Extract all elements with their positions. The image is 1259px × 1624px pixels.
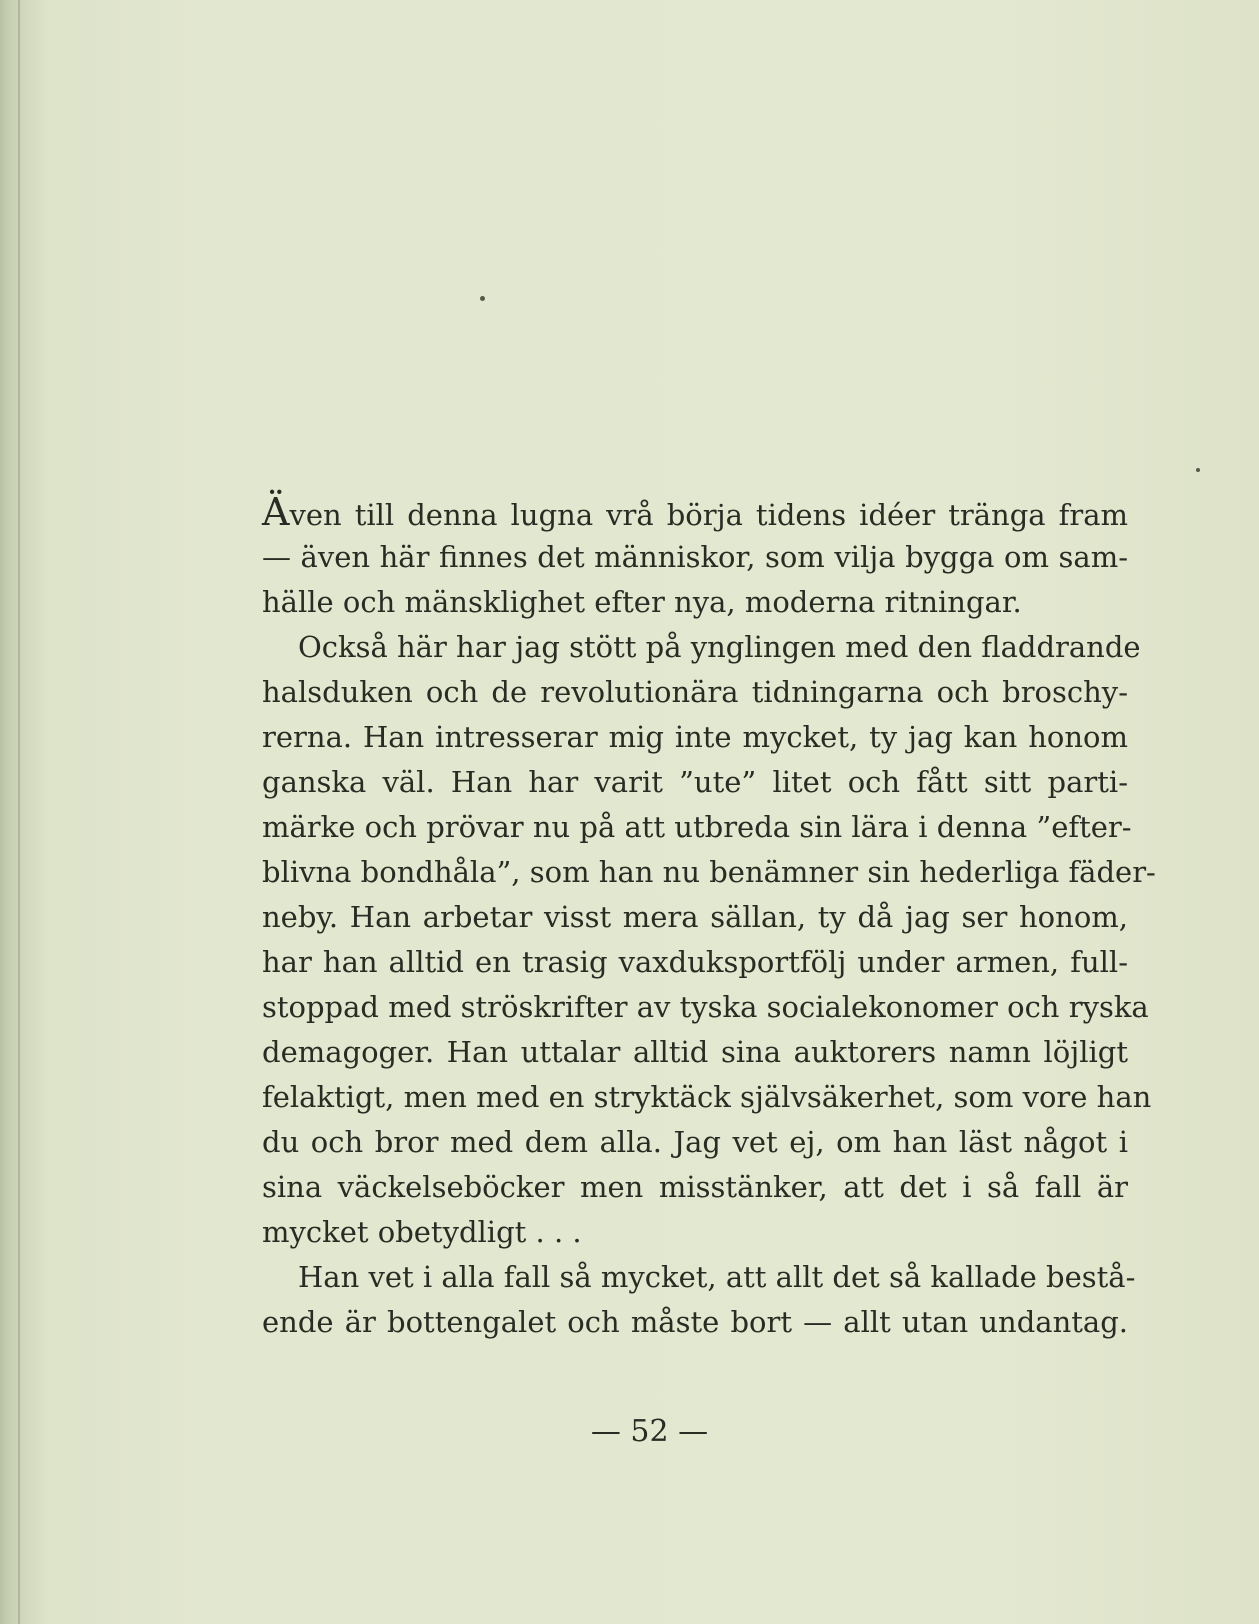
- ink-speck: [1196, 468, 1200, 472]
- text-line: demagoger. Han uttalar alltid sina auktorers namn löjligt: [262, 1035, 1128, 1069]
- paragraph-2: [262, 625, 1156, 1255]
- text-line: Även till denna lugna vrå börja tidens idéer tränga fram: [262, 490, 1128, 534]
- paragraph-3: [262, 1255, 1136, 1345]
- text-line: mycket obetydligt . . .: [262, 1215, 582, 1249]
- text-line: har han alltid en trasig vaxduksportfölj under armen, full-: [262, 945, 1128, 979]
- text-line: du och bror med dem alla. Jag vet ej, om han läst något i: [262, 1125, 1128, 1159]
- text-line: Han vet i alla fall så mycket, att allt det så kallade bestå-: [298, 1260, 1136, 1294]
- text-line: märke och prövar nu på att utbreda sin lära i denna ”efter-: [262, 810, 1132, 844]
- text-line: neby. Han arbetar visst mera sällan, ty då jag ser honom,: [262, 900, 1128, 934]
- gutter-shadow-line: [18, 0, 20, 1624]
- ink-speck: [480, 296, 485, 301]
- text-line: stoppad med ströskrifter av tyska socialekonomer och ryska: [262, 990, 1149, 1024]
- text-line: sina väckelseböcker men misstänker, att det i så fall är: [262, 1170, 1128, 1204]
- text-line: rerna. Han intresserar mig inte mycket, ty jag kan honom: [262, 720, 1128, 754]
- paragraph-1: [262, 490, 1128, 625]
- page-gutter: [0, 0, 46, 1624]
- text-line: halsduken och de revolutionära tidningarna och broschy-: [262, 675, 1128, 709]
- text-line: hälle och mänsklighet efter nya, moderna ritningar.: [262, 585, 1022, 619]
- text-line: blivna bondhåla”, som han nu benämner sin hederliga fäder-: [262, 855, 1156, 889]
- text-line: ganska väl. Han har varit ”ute” litet och fått sitt parti-: [262, 765, 1128, 799]
- page-number: — 52 —: [590, 1414, 709, 1449]
- initial-letter: Ä: [262, 490, 290, 534]
- body-text: [262, 490, 1156, 1345]
- text-line: ende är bottengalet och måste bort — allt utan undantag.: [262, 1305, 1128, 1339]
- text-line: felaktigt, men med en stryktäck självsäkerhet, som vore han: [262, 1080, 1152, 1114]
- text-line: Också här har jag stött på ynglingen med den fladdrande: [298, 630, 1141, 664]
- text-line: — även här finnes det människor, som vilja bygga om sam-: [262, 540, 1128, 574]
